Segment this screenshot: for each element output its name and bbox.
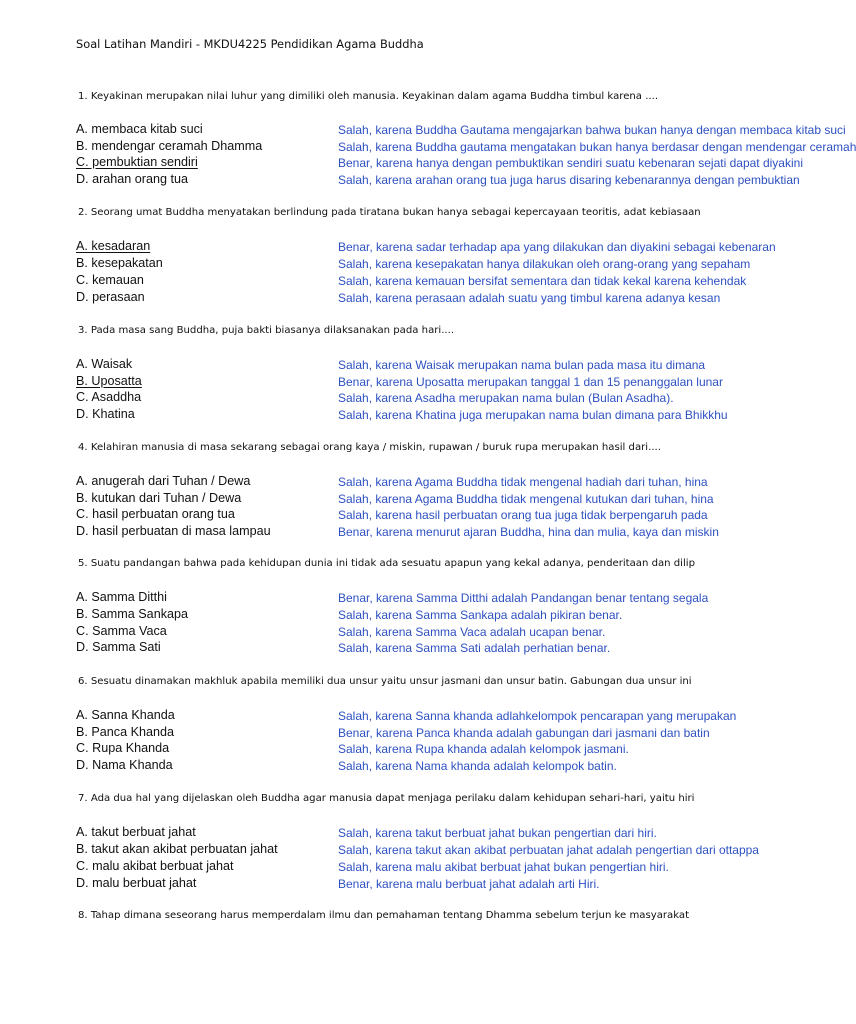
question-4-feedback-a: Salah, karena Agama Buddha tidak mengenal hadiah dari tuhan, hina bbox=[338, 475, 708, 489]
question-1-option-c-correct: C. pembuktian sendiri bbox=[76, 155, 198, 169]
question-4-option-b: B. kutukan dari Tuhan / Dewa bbox=[76, 491, 242, 505]
question-6-feedback-d: Salah, karena Nama khanda adalah kelompok batin. bbox=[338, 759, 617, 773]
question-3-feedback-b: Benar, karena Uposatta merupakan tanggal 1 dan 15 penanggalan lunar bbox=[338, 375, 723, 389]
question-2-option-a-correct: A. kesadaran bbox=[76, 239, 151, 253]
question-1-option-a: A. membaca kitab suci bbox=[76, 122, 203, 136]
question-4-text: 4. Kelahiran manusia di masa sekarang sebagai orang kaya / miskin, rupawan / buruk rupa merupakan hasil dari.... bbox=[78, 442, 661, 453]
question-1-feedback-c: Benar, karena hanya dengan pembuktikan sendiri suatu kebenaran sejati dapat diyakini bbox=[338, 156, 803, 170]
question-3-feedback-c: Salah, karena Asadha merupakan nama bulan (Bulan Asadha). bbox=[338, 391, 674, 405]
question-6-option-b-correct: B. Panca Khanda bbox=[76, 725, 175, 739]
question-1-feedback-b: Salah, karena Buddha gautama mengatakan bukan hanya berdasar dengan mendengar ceramah bbox=[338, 140, 856, 154]
question-7-feedback-c: Salah, karena malu akibat berbuat jahat bukan pengertian hiri. bbox=[338, 860, 669, 874]
question-6-feedback-a: Salah, karena Sanna khanda adlahkelompok pencarapan yang merupakan bbox=[338, 709, 737, 723]
question-3-option-a: A. Waisak bbox=[76, 357, 133, 371]
question-4-option-d-correct: D. hasil perbuatan di masa lampau bbox=[76, 524, 271, 538]
question-1-text: 1. Keyakinan merupakan nilai luhur yang dimiliki oleh manusia. Keyakinan dalam agama Buddha timbul karena .... bbox=[78, 91, 659, 102]
question-7-option-d: D. malu berbuat jahat bbox=[76, 876, 197, 890]
question-2-text: 2. Seorang umat Buddha menyatakan berlindung pada tiratana bukan hanya sebagai kepercayaan teoritis, adat kebiasaan bbox=[78, 207, 701, 218]
question-6-option-a: A. Sanna Khanda bbox=[76, 708, 175, 722]
question-4-option-c: C. hasil perbuatan orang tua bbox=[76, 507, 235, 521]
question-5-option-a-correct: A. Samma Ditthi bbox=[76, 590, 167, 604]
question-3-feedback-a: Salah, karena Waisak merupakan nama bulan pada masa itu dimana bbox=[338, 358, 706, 372]
question-4-feedback-c: Salah, karena hasil perbuatan orang tua juga tidak berpengaruh pada bbox=[338, 508, 708, 522]
question-2-feedback-d: Salah, karena perasaan adalah suatu yang timbul karena adanya kesan bbox=[338, 291, 721, 305]
document-title: Soal Latihan Mandiri - MKDU4225 Pendidikan Agama Buddha bbox=[76, 37, 424, 51]
question-6-feedback-b: Benar, karena Panca khanda adalah gabungan dari jasmani dan batin bbox=[338, 726, 710, 740]
question-3-feedback-d: Salah, karena Khatina juga merupakan nama bulan dimana para Bhikkhu bbox=[338, 408, 728, 422]
question-4-feedback-b: Salah, karena Agama Buddha tidak mengenal kutukan dari tuhan, hina bbox=[338, 492, 714, 506]
question-5-option-d: D. Samma Sati bbox=[76, 640, 161, 654]
question-7-text: 7. Ada dua hal yang dijelaskan oleh Buddha agar manusia dapat menjaga perilaku dalam kehidupan sehari-hari, yaitu hiri bbox=[78, 793, 695, 804]
question-3-text: 3. Pada masa sang Buddha, puja bakti biasanya dilaksanakan pada hari.... bbox=[78, 325, 455, 336]
question-1-option-b: B. mendengar ceramah Dhamma bbox=[76, 139, 263, 153]
question-1-option-d: D. arahan orang tua bbox=[76, 172, 189, 186]
question-2-option-b: B. kesepakatan bbox=[76, 256, 163, 270]
question-1-feedback-a: Salah, karena Buddha Gautama mengajarkan bahwa bukan hanya dengan membaca kitab suci bbox=[338, 123, 846, 137]
question-2-feedback-a: Benar, karena sadar terhadap apa yang dilakukan dan diyakini sebagai kebenaran bbox=[338, 240, 776, 254]
question-3-option-d: D. Khatina bbox=[76, 407, 135, 421]
question-5-feedback-d: Salah, karena Samma Sati adalah perhatian benar. bbox=[338, 641, 611, 655]
question-5-feedback-a: Benar, karena Samma Ditthi adalah Pandangan benar tentang segala bbox=[338, 591, 709, 605]
question-5-text: 5. Suatu pandangan bahwa pada kehidupan dunia ini tidak ada sesuatu apapun yang kekal adanya, penderitaan dan dilip bbox=[78, 558, 696, 569]
question-4-feedback-d: Benar, karena menurut ajaran Buddha, hina dan mulia, kaya dan miskin bbox=[338, 525, 719, 539]
question-6-option-d: D. Nama Khanda bbox=[76, 758, 173, 772]
question-5-feedback-b: Salah, karena Samma Sankapa adalah pikiran benar. bbox=[338, 608, 623, 622]
question-5-option-c: C. Samma Vaca bbox=[76, 624, 167, 638]
question-2-option-c: C. kemauan bbox=[76, 273, 144, 287]
question-6-text: 6. Sesuatu dinamakan makhluk apabila memiliki dua unsur yaitu unsur jasmani dan unsur batin. Gabungan dua unsur ini bbox=[78, 676, 692, 687]
question-2-feedback-c: Salah, karena kemauan bersifat sementara dan tidak kekal karena kehendak bbox=[338, 274, 747, 288]
question-3-option-b-correct: B. Uposatta bbox=[76, 374, 142, 388]
question-4-option-a: A. anugerah dari Tuhan / Dewa bbox=[76, 474, 251, 488]
question-5-option-b: B. Samma Sankapa bbox=[76, 607, 189, 621]
question-2-option-d: D. perasaan bbox=[76, 290, 145, 304]
question-7-option-b: B. takut akan akibat perbuatan jahat bbox=[76, 842, 278, 856]
question-6-feedback-c: Salah, karena Rupa khanda adalah kelompok jasmani. bbox=[338, 742, 629, 756]
question-7-option-c: C. malu akibat berbuat jahat bbox=[76, 859, 234, 873]
question-7-feedback-b: Salah, karena takut akan akibat perbuatan jahat adalah pengertian dari ottappa bbox=[338, 843, 759, 857]
question-1-feedback-d: Salah, karena arahan orang tua juga harus disaring kebenarannya dengan pembuktian bbox=[338, 173, 800, 187]
question-5-feedback-c: Salah, karena Samma Vaca adalah ucapan benar. bbox=[338, 625, 606, 639]
question-6-option-c: C. Rupa Khanda bbox=[76, 741, 170, 755]
question-2-feedback-b: Salah, karena kesepakatan hanya dilakukan oleh orang-orang yang sepaham bbox=[338, 257, 751, 271]
question-7-feedback-d: Benar, karena malu berbuat jahat adalah arti Hiri. bbox=[338, 877, 600, 891]
question-8-text: 8. Tahap dimana seseorang harus memperdalam ilmu dan pemahaman tentang Dhamma sebelum terjun ke masyarakat bbox=[78, 910, 690, 921]
question-3-option-c: C. Asaddha bbox=[76, 390, 142, 404]
question-7-feedback-a: Salah, karena takut berbuat jahat bukan pengertian dari hiri. bbox=[338, 826, 657, 840]
question-7-option-a: A. takut berbuat jahat bbox=[76, 825, 196, 839]
